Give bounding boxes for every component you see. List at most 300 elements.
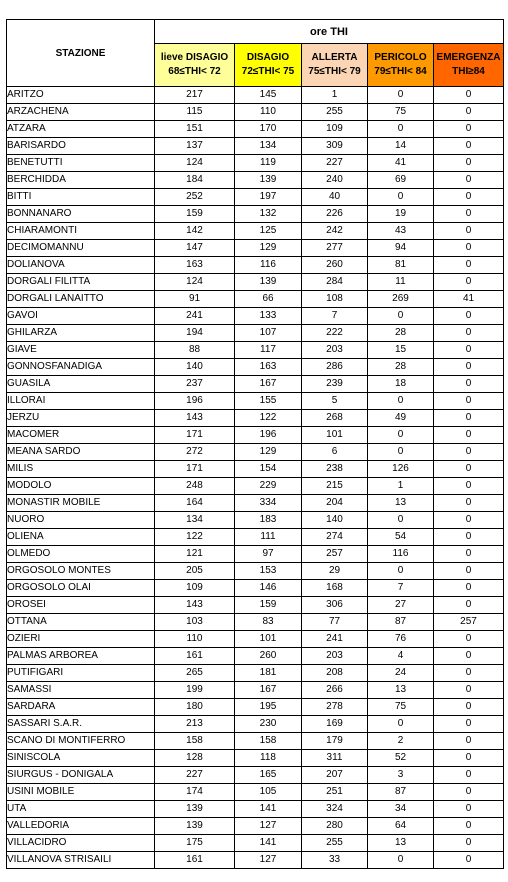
hours-value: 227 [155, 767, 235, 784]
hours-value: 255 [302, 104, 368, 121]
hours-value: 29 [302, 563, 368, 580]
hours-value: 18 [368, 376, 434, 393]
hours-value: 0 [368, 87, 434, 104]
hours-value: 0 [434, 648, 504, 665]
hours-value: 87 [368, 614, 434, 631]
hours-value: 181 [235, 665, 302, 682]
station-name: JERZU [7, 410, 155, 427]
hours-value: 0 [434, 733, 504, 750]
hours-value: 13 [368, 682, 434, 699]
hours-value: 151 [155, 121, 235, 138]
hours-value: 27 [368, 597, 434, 614]
thi-hours-group-header: ore THI [155, 20, 504, 44]
hours-value: 207 [302, 767, 368, 784]
hours-value: 122 [235, 410, 302, 427]
hours-value: 2 [368, 733, 434, 750]
station-name: GAVOI [7, 308, 155, 325]
hours-value: 137 [155, 138, 235, 155]
hours-value: 103 [155, 614, 235, 631]
hours-value: 161 [155, 648, 235, 665]
hours-value: 274 [302, 529, 368, 546]
hours-value: 268 [302, 410, 368, 427]
hours-value: 0 [434, 852, 504, 869]
hours-value: 69 [368, 172, 434, 189]
table-row [7, 376, 504, 393]
hours-value: 0 [368, 308, 434, 325]
hours-value: 75 [368, 104, 434, 121]
hours-value: 0 [434, 597, 504, 614]
hours-value: 163 [235, 359, 302, 376]
table-row [7, 529, 504, 546]
hours-value: 129 [235, 444, 302, 461]
category-header-lieve-disagio [155, 44, 235, 87]
table-row [7, 495, 504, 512]
hours-value: 0 [434, 835, 504, 852]
hours-value: 0 [434, 461, 504, 478]
hours-value: 0 [434, 801, 504, 818]
hours-value: 97 [235, 546, 302, 563]
hours-value: 41 [368, 155, 434, 172]
hours-value: 49 [368, 410, 434, 427]
hours-value: 0 [434, 750, 504, 767]
table-row [7, 240, 504, 257]
hours-value: 105 [235, 784, 302, 801]
hours-value: 91 [155, 291, 235, 308]
table-row [7, 444, 504, 461]
hours-value: 0 [434, 631, 504, 648]
table-row [7, 189, 504, 206]
hours-value: 140 [302, 512, 368, 529]
station-name: OLIENA [7, 529, 155, 546]
hours-value: 217 [155, 87, 235, 104]
hours-value: 139 [235, 274, 302, 291]
hours-value: 0 [368, 444, 434, 461]
hours-value: 286 [302, 359, 368, 376]
table-row [7, 461, 504, 478]
hours-value: 121 [155, 546, 235, 563]
category-label: PERICOLO [374, 52, 427, 63]
hours-value: 109 [155, 580, 235, 597]
hours-value: 0 [434, 138, 504, 155]
hours-value: 205 [155, 563, 235, 580]
hours-value: 0 [368, 393, 434, 410]
hours-value: 0 [368, 716, 434, 733]
hours-value: 0 [434, 189, 504, 206]
hours-value: 242 [302, 223, 368, 240]
hours-value: 139 [235, 172, 302, 189]
table-row [7, 87, 504, 104]
hours-value: 0 [434, 563, 504, 580]
station-name: ILLORAI [7, 393, 155, 410]
hours-value: 127 [235, 818, 302, 835]
hours-value: 0 [368, 189, 434, 206]
hours-value: 126 [368, 461, 434, 478]
table-row [7, 648, 504, 665]
hours-value: 116 [368, 546, 434, 563]
hours-value: 0 [434, 818, 504, 835]
station-name: OZIERI [7, 631, 155, 648]
hours-value: 0 [434, 240, 504, 257]
hours-value: 13 [368, 835, 434, 852]
table-row [7, 546, 504, 563]
hours-value: 0 [434, 546, 504, 563]
hours-value: 0 [434, 665, 504, 682]
hours-value: 237 [155, 376, 235, 393]
hours-value: 0 [434, 512, 504, 529]
hours-value: 140 [155, 359, 235, 376]
table-row [7, 478, 504, 495]
hours-value: 19 [368, 206, 434, 223]
hours-value: 15 [368, 342, 434, 359]
hours-value: 265 [155, 665, 235, 682]
category-header-pericolo [368, 44, 434, 87]
hours-value: 5 [302, 393, 368, 410]
hours-value: 251 [302, 784, 368, 801]
hours-value: 229 [235, 478, 302, 495]
hours-value: 167 [235, 682, 302, 699]
hours-value: 124 [155, 155, 235, 172]
hours-value: 277 [302, 240, 368, 257]
hours-value: 278 [302, 699, 368, 716]
station-name: MACOMER [7, 427, 155, 444]
table-row [7, 342, 504, 359]
station-name: VILLANOVA STRISAILI [7, 852, 155, 869]
hours-value: 257 [434, 614, 504, 631]
hours-value: 24 [368, 665, 434, 682]
hours-value: 0 [434, 376, 504, 393]
station-name: BENETUTTI [7, 155, 155, 172]
hours-value: 222 [302, 325, 368, 342]
hours-value: 334 [235, 495, 302, 512]
station-name: DOLIANOVA [7, 257, 155, 274]
hours-value: 0 [368, 512, 434, 529]
station-name: VILLACIDRO [7, 835, 155, 852]
table-row [7, 767, 504, 784]
table-row [7, 835, 504, 852]
hours-value: 108 [302, 291, 368, 308]
station-name: UTA [7, 801, 155, 818]
category-label: lieve DISAGIO [160, 52, 229, 63]
hours-value: 110 [155, 631, 235, 648]
hours-value: 14 [368, 138, 434, 155]
hours-value: 203 [302, 342, 368, 359]
hours-value: 0 [434, 325, 504, 342]
hours-value: 28 [368, 325, 434, 342]
hours-value: 43 [368, 223, 434, 240]
station-name: PALMAS ARBOREA [7, 648, 155, 665]
hours-value: 6 [302, 444, 368, 461]
table-body [7, 87, 504, 869]
hours-value: 133 [235, 308, 302, 325]
hours-value: 0 [434, 767, 504, 784]
hours-value: 164 [155, 495, 235, 512]
hours-value: 125 [235, 223, 302, 240]
category-header-allerta [302, 44, 368, 87]
hours-value: 195 [235, 699, 302, 716]
hours-value: 179 [302, 733, 368, 750]
table-row [7, 580, 504, 597]
hours-value: 0 [434, 444, 504, 461]
station-name: GONNOSFANADIGA [7, 359, 155, 376]
hours-value: 119 [235, 155, 302, 172]
hours-value: 0 [434, 495, 504, 512]
hours-value: 161 [155, 852, 235, 869]
category-range: 75≤THI< 79 [308, 66, 361, 77]
hours-value: 0 [434, 104, 504, 121]
table-row [7, 852, 504, 869]
station-name: DORGALI LANAITTO [7, 291, 155, 308]
table-row [7, 597, 504, 614]
hours-value: 129 [235, 240, 302, 257]
table-row [7, 699, 504, 716]
hours-value: 116 [235, 257, 302, 274]
hours-value: 309 [302, 138, 368, 155]
hours-value: 252 [155, 189, 235, 206]
hours-value: 134 [235, 138, 302, 155]
hours-value: 94 [368, 240, 434, 257]
table-row [7, 274, 504, 291]
hours-value: 266 [302, 682, 368, 699]
hours-value: 28 [368, 359, 434, 376]
table-row [7, 563, 504, 580]
hours-value: 171 [155, 427, 235, 444]
station-name: SIURGUS - DONIGALA [7, 767, 155, 784]
hours-value: 0 [434, 716, 504, 733]
station-name: ORGOSOLO OLAI [7, 580, 155, 597]
hours-value: 101 [302, 427, 368, 444]
table-row [7, 393, 504, 410]
hours-value: 117 [235, 342, 302, 359]
hours-value: 163 [155, 257, 235, 274]
hours-value: 174 [155, 784, 235, 801]
station-name: MILIS [7, 461, 155, 478]
station-name: SCANO DI MONTIFERRO [7, 733, 155, 750]
hours-value: 0 [434, 155, 504, 172]
hours-value: 175 [155, 835, 235, 852]
hours-value: 3 [368, 767, 434, 784]
hours-value: 257 [302, 546, 368, 563]
station-name: ATZARA [7, 121, 155, 138]
hours-value: 226 [302, 206, 368, 223]
hours-value: 272 [155, 444, 235, 461]
station-name: ORGOSOLO MONTES [7, 563, 155, 580]
table-row [7, 155, 504, 172]
station-name: SINISCOLA [7, 750, 155, 767]
table-row [7, 682, 504, 699]
hours-value: 147 [155, 240, 235, 257]
station-name: DECIMOMANNU [7, 240, 155, 257]
hours-value: 184 [155, 172, 235, 189]
hours-value: 76 [368, 631, 434, 648]
hours-value: 203 [302, 648, 368, 665]
station-name: GHILARZA [7, 325, 155, 342]
table-row [7, 325, 504, 342]
category-header-disagio [235, 44, 302, 87]
hours-value: 13 [368, 495, 434, 512]
hours-value: 0 [434, 682, 504, 699]
table-row [7, 308, 504, 325]
hours-value: 34 [368, 801, 434, 818]
hours-value: 7 [368, 580, 434, 597]
hours-value: 0 [434, 172, 504, 189]
hours-value: 154 [235, 461, 302, 478]
hours-value: 167 [235, 376, 302, 393]
table-row [7, 784, 504, 801]
hours-value: 324 [302, 801, 368, 818]
station-name: BITTI [7, 189, 155, 206]
hours-value: 52 [368, 750, 434, 767]
hours-value: 248 [155, 478, 235, 495]
hours-value: 143 [155, 597, 235, 614]
station-name: BONNANARO [7, 206, 155, 223]
hours-value: 115 [155, 104, 235, 121]
hours-value: 139 [155, 818, 235, 835]
hours-value: 146 [235, 580, 302, 597]
hours-value: 0 [434, 274, 504, 291]
hours-value: 208 [302, 665, 368, 682]
station-name: GUASILA [7, 376, 155, 393]
table-row [7, 750, 504, 767]
table-row [7, 121, 504, 138]
hours-value: 0 [434, 784, 504, 801]
table-row [7, 614, 504, 631]
hours-value: 33 [302, 852, 368, 869]
hours-value: 230 [235, 716, 302, 733]
table-row [7, 631, 504, 648]
hours-value: 170 [235, 121, 302, 138]
table-row [7, 104, 504, 121]
hours-value: 101 [235, 631, 302, 648]
hours-value: 196 [235, 427, 302, 444]
hours-value: 194 [155, 325, 235, 342]
hours-value: 88 [155, 342, 235, 359]
hours-value: 0 [368, 563, 434, 580]
hours-value: 183 [235, 512, 302, 529]
hours-value: 280 [302, 818, 368, 835]
hours-value: 139 [155, 801, 235, 818]
hours-value: 165 [235, 767, 302, 784]
station-name: OLMEDO [7, 546, 155, 563]
thi-hours-table [6, 19, 504, 869]
hours-value: 213 [155, 716, 235, 733]
category-label: ALLERTA [311, 52, 358, 63]
table-row [7, 801, 504, 818]
table-row [7, 818, 504, 835]
table-row [7, 427, 504, 444]
hours-value: 75 [368, 699, 434, 716]
hours-value: 141 [235, 835, 302, 852]
hours-value: 0 [434, 206, 504, 223]
station-name: VALLEDORIA [7, 818, 155, 835]
hours-value: 255 [302, 835, 368, 852]
hours-value: 118 [235, 750, 302, 767]
hours-value: 0 [434, 121, 504, 138]
hours-value: 107 [235, 325, 302, 342]
station-name: MEANA SARDO [7, 444, 155, 461]
hours-value: 0 [368, 427, 434, 444]
hours-value: 0 [434, 699, 504, 716]
hours-value: 54 [368, 529, 434, 546]
hours-value: 199 [155, 682, 235, 699]
station-name: MONASTIR MOBILE [7, 495, 155, 512]
table-row [7, 512, 504, 529]
table-row [7, 733, 504, 750]
hours-value: 241 [155, 308, 235, 325]
hours-value: 7 [302, 308, 368, 325]
hours-value: 306 [302, 597, 368, 614]
table-row [7, 359, 504, 376]
hours-value: 0 [434, 478, 504, 495]
station-name: BERCHIDDA [7, 172, 155, 189]
station-name: ARITZO [7, 87, 155, 104]
hours-value: 240 [302, 172, 368, 189]
hours-value: 40 [302, 189, 368, 206]
table-row [7, 716, 504, 733]
hours-value: 269 [368, 291, 434, 308]
hours-value: 4 [368, 648, 434, 665]
hours-value: 238 [302, 461, 368, 478]
hours-value: 311 [302, 750, 368, 767]
hours-value: 0 [434, 580, 504, 597]
station-name: GIAVE [7, 342, 155, 359]
hours-value: 155 [235, 393, 302, 410]
hours-value: 1 [368, 478, 434, 495]
station-name: BARISARDO [7, 138, 155, 155]
station-name: MODOLO [7, 478, 155, 495]
station-name: SAMASSI [7, 682, 155, 699]
hours-value: 0 [368, 852, 434, 869]
hours-value: 87 [368, 784, 434, 801]
table-row [7, 206, 504, 223]
hours-value: 1 [302, 87, 368, 104]
hours-value: 0 [434, 87, 504, 104]
hours-value: 284 [302, 274, 368, 291]
table-row [7, 665, 504, 682]
hours-value: 41 [434, 291, 504, 308]
hours-value: 153 [235, 563, 302, 580]
hours-value: 0 [434, 308, 504, 325]
hours-value: 145 [235, 87, 302, 104]
hours-value: 77 [302, 614, 368, 631]
table-row [7, 138, 504, 155]
station-column-header: STAZIONE [7, 20, 155, 87]
hours-value: 158 [235, 733, 302, 750]
table-row [7, 223, 504, 240]
hours-value: 215 [302, 478, 368, 495]
hours-value: 227 [302, 155, 368, 172]
hours-value: 158 [155, 733, 235, 750]
station-name: SASSARI S.A.R. [7, 716, 155, 733]
hours-value: 260 [302, 257, 368, 274]
hours-value: 169 [302, 716, 368, 733]
hours-value: 127 [235, 852, 302, 869]
hours-value: 0 [434, 393, 504, 410]
station-name: ARZACHENA [7, 104, 155, 121]
hours-value: 0 [434, 410, 504, 427]
station-name: PUTIFIGARI [7, 665, 155, 682]
hours-value: 159 [235, 597, 302, 614]
category-header-emergenza [434, 44, 504, 87]
category-label: DISAGIO [246, 52, 290, 63]
hours-value: 128 [155, 750, 235, 767]
table-row [7, 410, 504, 427]
hours-value: 0 [434, 359, 504, 376]
hours-value: 81 [368, 257, 434, 274]
hours-value: 171 [155, 461, 235, 478]
category-range: THI≥84 [452, 66, 485, 77]
hours-value: 64 [368, 818, 434, 835]
station-name: CHIARAMONTI [7, 223, 155, 240]
